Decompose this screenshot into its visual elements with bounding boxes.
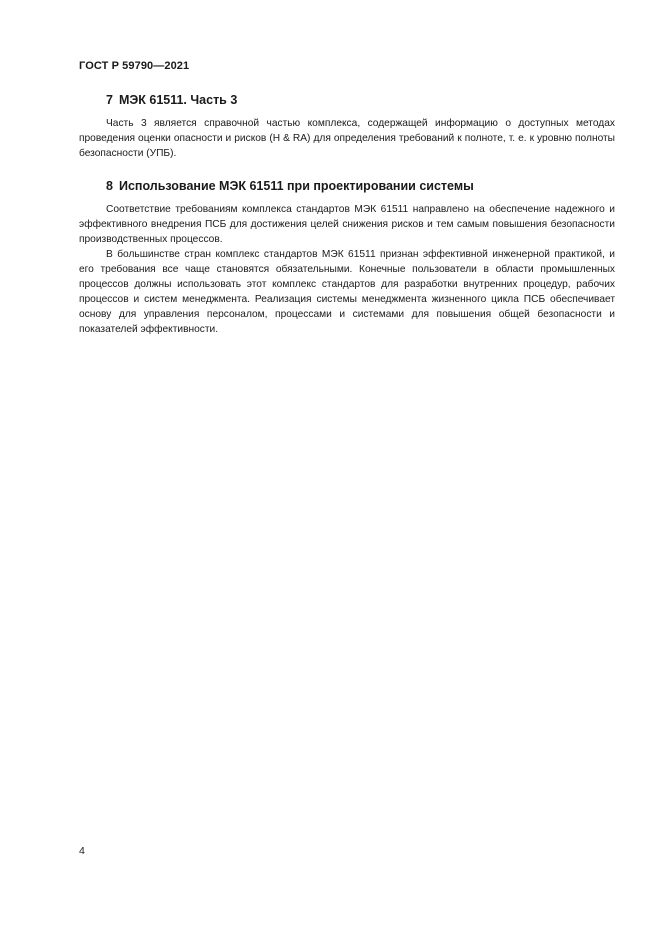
section-7-paragraph-1: Часть 3 является справочной частью комплекса, содержащей информацию о доступных методах проведения оценки опасности и рисков (H & RA) для определения требований к полноте, т. е. к уровню полноты безопасности (УПБ). <box>79 118 615 159</box>
section-8-paragraph-1: Соответствие требованиям комплекса стандартов МЭК 61511 направлено на обеспечение надежного и эффективного внедрения ПСБ для достижения целей снижения рисков и тем самым повышения безопасности производственных процессов. <box>79 204 615 245</box>
section-7-number: 7 <box>106 93 113 107</box>
section-8 <box>79 179 615 337</box>
section-8-title-text: Использование МЭК 61511 при проектировании системы <box>118 179 474 193</box>
page-number: 4 <box>79 845 85 857</box>
section-7 <box>79 93 615 161</box>
section-7-title-text: МЭК 61511. Часть 3 <box>118 93 238 107</box>
section-7-title <box>79 93 615 107</box>
section-8-title <box>79 179 615 193</box>
section-8-paragraph-2: В большинстве стран комплекс стандартов МЭК 61511 признан эффективной инженерной практикой, и его требования все чаще становятся обязательными. Конечные пользователи в области промышленных процессов должны использовать этот комплекс стандартов для разработки внутренних процедур, рабочих процессов и систем менеджмента. Реализация системы менеджмента жизненного цикла ПСБ обеспечивает основу для управления персоналом, процессами и системами для повышения общей безопасности и показателей эффективности. <box>79 249 615 335</box>
section-8-number: 8 <box>106 179 113 193</box>
document-header: ГОСТ Р 59790—2021 <box>79 60 190 72</box>
